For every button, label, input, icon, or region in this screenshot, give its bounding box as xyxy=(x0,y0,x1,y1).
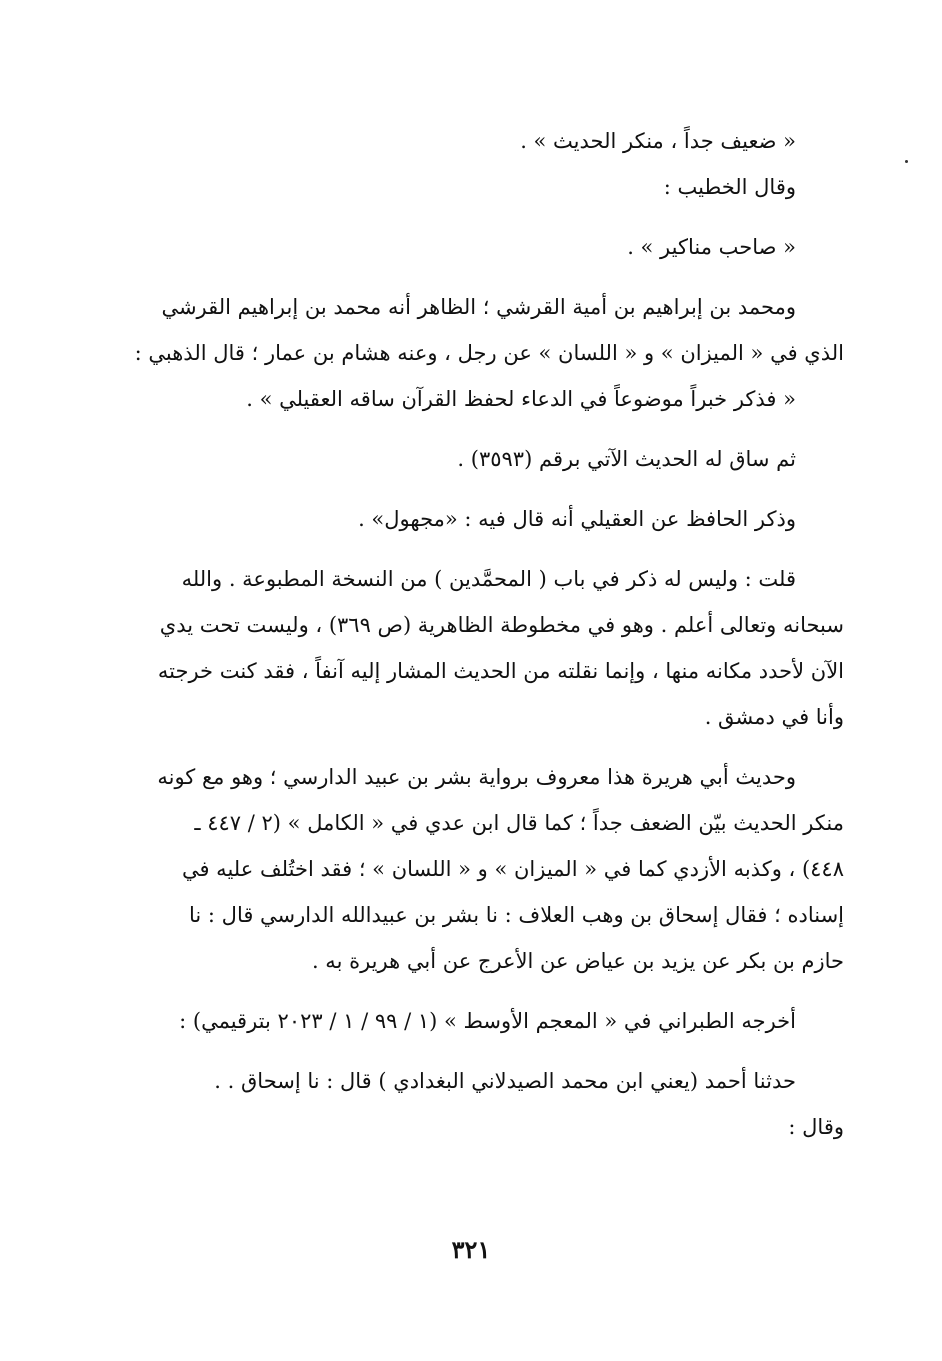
scan-speck xyxy=(905,160,908,163)
paragraph-line: منكر الحديث بيّن الضعف جداً ؛ كما قال ابن عدي في « الكامل » (٢ / ٤٤٧ ـ xyxy=(194,811,844,835)
text-line: وذكر الحافظ عن العقيلي أنه قال فيه : «مجهول» . xyxy=(358,507,796,531)
text-line: وقال الخطيب : xyxy=(663,175,796,199)
paragraph-line: الذي في « الميزان » و « اللسان » عن رجل ، وعنه هشام بن عمار ؛ قال الذهبي : xyxy=(134,341,844,365)
paragraph-line: حدثنا أحمد (يعني ابن محمد الصيدلاني البغدادي ) قال : نا إسحاق . . xyxy=(214,1069,796,1093)
paragraph-line: إسناده ؛ فقال إسحاق بن وهب العلاف : نا بشر بن عبيدالله الدارسي قال : نا xyxy=(189,903,844,927)
paragraph-line: ٤٤٨) ، وكذبه الأزدي كما في « الميزان » و « اللسان » ؛ فقد اختُلف عليه في xyxy=(181,857,844,881)
text-line: ثم ساق له الحديث الآتي برقم (٣٥٩٣) . xyxy=(457,447,796,471)
quote-line: « فذكر خبراً موضوعاً في الدعاء لحفظ القرآن ساقه العقيلي » . xyxy=(246,387,796,411)
paragraph-line: سبحانه وتعالى أعلم . وهو في مخطوطة الظاهرية (ص ٣٦٩) ، وليست تحت يدي xyxy=(159,613,844,637)
paragraph-line: ومحمد بن إبراهيم بن أمية القرشي ؛ الظاهر أنه محمد بن إبراهيم القرشي xyxy=(161,295,796,319)
paragraph-line: قلت : وليس له ذكر في باب ( المحمَّدين ) من النسخة المطبوعة . والله xyxy=(181,567,796,591)
page-number: ٣٢١ xyxy=(451,1235,491,1264)
paragraph-line: وحديث أبي هريرة هذا معروف برواية بشر بن عبيد الدارسي ؛ وهو مع كونه xyxy=(157,765,796,789)
paragraph-line: وقال : xyxy=(788,1115,844,1139)
quote-line: « صاحب مناكير » . xyxy=(627,235,796,259)
paragraph-line: أخرجه الطبراني في « المعجم الأوسط » (١ / ٩٩ / ١ / ٢٠٢٣ بترقيمي) : xyxy=(179,1009,796,1033)
paragraph-line: وأنا في دمشق . xyxy=(704,705,844,729)
quote-line: « ضعيف جداً ، منكر الحديث » . xyxy=(520,129,796,153)
paragraph-line: حازم بن بكر عن يزيد بن عياض عن الأعرج عن أبي هريرة به . xyxy=(311,949,844,973)
paragraph-line: الآن لأحدد مكانه منها ، وإنما نقلته من الحديث المشار إليه آنفاً ، فقد كنت خرجته xyxy=(157,659,844,683)
body-text xyxy=(102,118,844,1150)
